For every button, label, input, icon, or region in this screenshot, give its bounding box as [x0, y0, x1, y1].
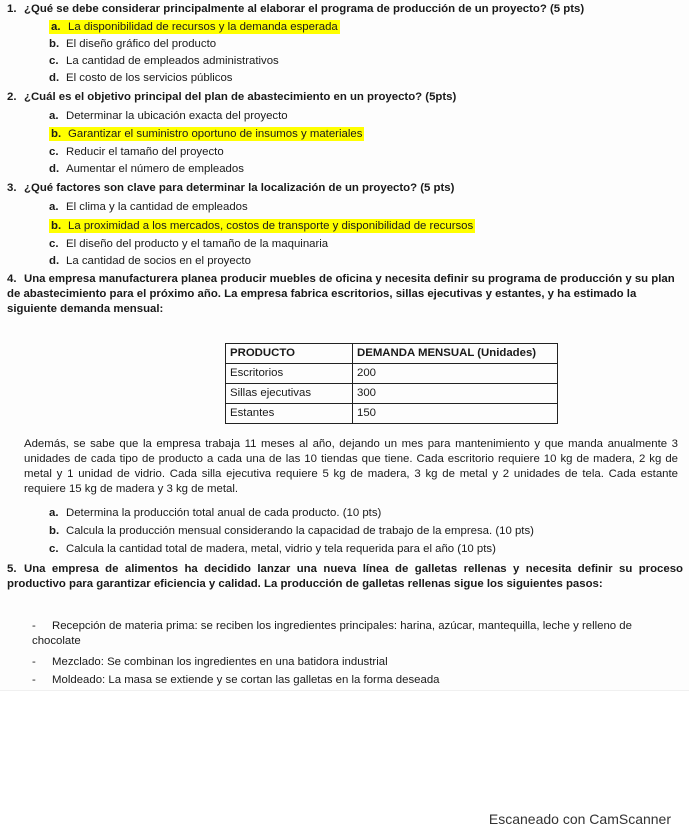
option-text: La disponibilidad de recursos y la demanda esperada	[68, 21, 338, 33]
table-row	[226, 404, 558, 424]
q5-step-2	[32, 655, 678, 670]
question-number: 5.	[7, 563, 17, 575]
q2-option-c	[49, 145, 224, 160]
option-text: El diseño del producto y el tamaño de la maquinaria	[66, 238, 329, 250]
option-letter: c.	[49, 543, 59, 555]
question-number: 3.	[7, 182, 17, 194]
q5-step-1	[32, 619, 678, 649]
question-text: ¿Qué factores son clave para determinar la localización de un proyecto? (5 pts)	[24, 182, 455, 194]
dash-bullet: -	[32, 674, 36, 686]
table-cell: 150	[353, 404, 558, 424]
option-text: Calcula la cantidad total de madera, metal, vidrio y tela requerida para el año (10 pts)	[66, 543, 496, 555]
option-letter: b.	[49, 38, 60, 50]
q2-option-d	[49, 162, 244, 177]
option-letter: a.	[49, 110, 59, 122]
table-header: PRODUCTO	[226, 344, 353, 364]
camscanner-watermark: Escaneado con CamScanner	[488, 811, 671, 827]
option-letter: c.	[49, 238, 59, 250]
question-1	[7, 2, 683, 17]
q1-option-d	[49, 71, 233, 86]
question-text: ¿Cuál es el objetivo principal del plan de abastecimiento en un proyecto? (5pts)	[24, 91, 457, 103]
highlight-mark	[49, 20, 340, 34]
question-3	[7, 181, 683, 196]
option-text: Determina la producción total anual de cada producto. (10 pts)	[66, 507, 382, 519]
option-text: Garantizar el suministro oportuno de insumos y materiales	[68, 128, 363, 140]
question-text: Una empresa manufacturera planea producir muebles de oficina y necesita definir su programa de producción y su plan de abastecimiento para el próximo año. La empresa fabrica escritorios, sillas ejecutivas y estantes, y ha estimado la siguiente demanda mensual:	[7, 273, 675, 315]
option-letter: a.	[49, 201, 59, 213]
q4-sub-b	[49, 524, 534, 539]
question-2	[7, 90, 683, 105]
option-letter: a.	[51, 21, 61, 33]
q1-option-a	[49, 20, 340, 35]
question-number: 1.	[7, 3, 17, 15]
option-letter: c.	[49, 55, 59, 67]
q4-sub-a	[49, 506, 381, 521]
table-row	[226, 384, 558, 404]
q1-option-c	[49, 54, 279, 69]
option-letter: a.	[49, 507, 59, 519]
q2-option-a	[49, 109, 288, 124]
question-4	[7, 272, 683, 317]
table-cell: 200	[353, 364, 558, 384]
option-text: Calcula la producción mensual considerando la capacidad de trabajo de la empresa. (10 pts)	[66, 525, 534, 537]
highlight-mark	[49, 127, 364, 141]
dash-bullet: -	[32, 620, 36, 632]
option-text: La cantidad de socios en el proyecto	[66, 255, 251, 267]
option-letter: b.	[51, 220, 62, 232]
question-text: ¿Qué se debe considerar principalmente al elaborar el programa de producción de un proyecto? (5 pts)	[24, 3, 585, 15]
option-text: Aumentar el número de empleados	[66, 163, 244, 175]
dash-bullet: -	[32, 656, 36, 668]
option-text: La cantidad de empleados administrativos	[66, 55, 279, 67]
table-cell: 300	[353, 384, 558, 404]
q4-context-paragraph: Además, se sabe que la empresa trabaja 11 meses al año, dejando un mes para mantenimiento y que manda anualmente 3 unidades de cada tipo de producto a cada una de las 10 tiendas que tiene. Cada escritorio requiere 10 kg de madera, 2 kg de metal y 1 unidad de vidrio. Cada silla ejecutiva requiere 5 kg de madera, 3 kg de metal y 2 unidades de tela. Cada estante requiere 15 kg de madera y 3 kg de metal.	[24, 438, 678, 495]
table-cell: Escritorios	[226, 364, 353, 384]
option-text: Determinar la ubicación exacta del proyecto	[66, 110, 288, 122]
q3-option-b	[49, 219, 475, 234]
option-letter: d.	[49, 255, 60, 267]
option-text: El diseño gráfico del producto	[66, 38, 217, 50]
option-text: La proximidad a los mercados, costos de transporte y disponibilidad de recursos	[68, 220, 474, 232]
q1-option-b	[49, 37, 216, 52]
step-text: Mezclado: Se combinan los ingredientes en una batidora industrial	[52, 656, 388, 668]
table-cell: Estantes	[226, 404, 353, 424]
option-text: Reducir el tamaño del proyecto	[66, 146, 224, 158]
q3-option-a	[49, 200, 248, 215]
table-header-row	[226, 344, 558, 364]
q4-sub-c	[49, 542, 496, 557]
question-number: 4.	[7, 273, 17, 285]
option-letter: b.	[51, 128, 62, 140]
step-text: Recepción de materia prima: se reciben los ingredientes principales: harina, azúcar, mantequilla, leche y relleno de chocolate	[32, 620, 632, 647]
option-letter: c.	[49, 146, 59, 158]
option-letter: d.	[49, 72, 60, 84]
step-text: Moldeado: La masa se extiende y se cortan las galletas en la forma deseada	[52, 674, 440, 686]
option-text: El clima y la cantidad de empleados	[66, 201, 248, 213]
table-row	[226, 364, 558, 384]
demand-table	[225, 343, 558, 424]
q3-option-d	[49, 254, 251, 269]
q2-option-b	[49, 127, 364, 142]
q3-option-c	[49, 237, 328, 252]
q5-step-3	[32, 673, 678, 688]
table-cell: Sillas ejecutivas	[226, 384, 353, 404]
option-text: El costo de los servicios públicos	[66, 72, 233, 84]
question-5	[7, 562, 683, 592]
highlight-mark	[49, 219, 475, 233]
option-letter: d.	[49, 163, 60, 175]
option-letter: b.	[49, 525, 60, 537]
question-number: 2.	[7, 91, 17, 103]
table-header: DEMANDA MENSUAL (Unidades)	[353, 344, 558, 364]
question-text: Una empresa de alimentos ha decidido lanzar una nueva línea de galletas rellenas y necesita definir su proceso productivo para garantizar eficiencia y calidad. La producción de galletas rellenas sigue los siguientes pasos:	[7, 563, 683, 590]
